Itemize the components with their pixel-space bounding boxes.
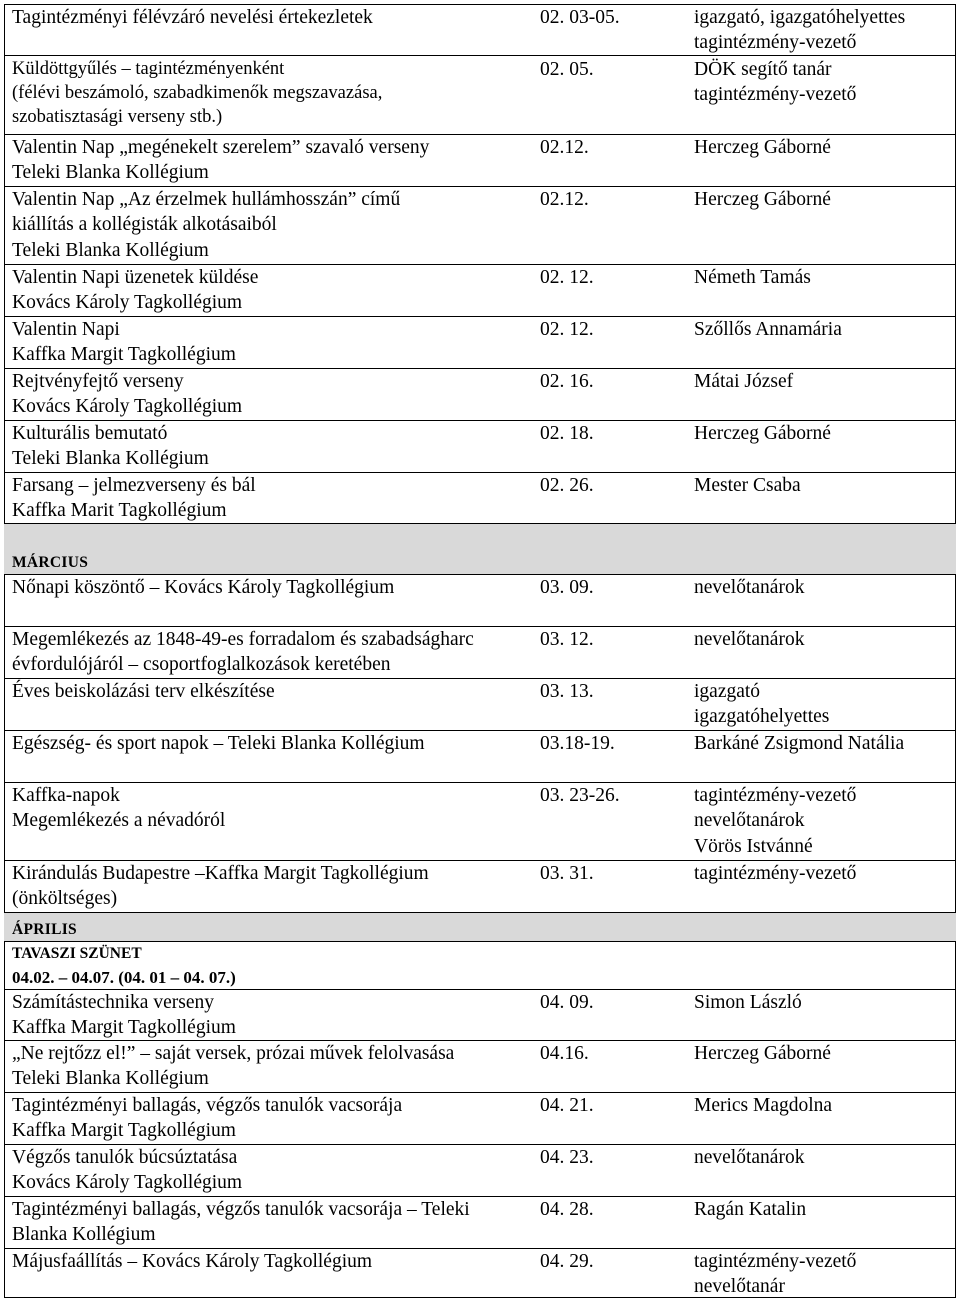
date-cell: 02. 05. bbox=[540, 59, 594, 80]
responsible-cell: Ragán Katalin bbox=[694, 1199, 807, 1220]
date-cell: 04. 28. bbox=[540, 1199, 594, 1220]
table-row bbox=[4, 575, 956, 627]
date-cell: 02.12. bbox=[540, 189, 589, 210]
event-cell: Nőnapi köszöntő – Kovács Károly Tagkollégium bbox=[12, 577, 395, 598]
responsible-cell: igazgató igazgatóhelyettes bbox=[694, 681, 830, 728]
responsible-cell: Herczeg Gáborné bbox=[694, 423, 831, 444]
event-cell: Tagintézményi ballagás, végzős tanulók vacsorája – Teleki Blanka Kollégium bbox=[12, 1199, 470, 1246]
event-cell: Májusfaállítás – Kovács Károly Tagkollégium bbox=[12, 1251, 373, 1272]
date-cell: 02. 26. bbox=[540, 475, 594, 496]
date-cell: 04.16. bbox=[540, 1043, 589, 1064]
table-row bbox=[4, 679, 956, 731]
responsible-cell: Merics Magdolna bbox=[694, 1095, 833, 1116]
event-cell: Végzős tanulók búcsúztatása Kovács Károly Tagkollégium bbox=[12, 1147, 243, 1194]
date-cell: 02. 03-05. bbox=[540, 7, 620, 28]
responsible-cell: Szőllős Annamária bbox=[694, 319, 842, 340]
event-cell: Egészség- és sport napok – Teleki Blanka Kollégium bbox=[12, 733, 425, 754]
event-cell: Kirándulás Budapestre –Kaffka Margit Tagkollégium (önköltséges) bbox=[12, 863, 429, 910]
responsible-cell: nevelőtanárok bbox=[694, 577, 805, 598]
section-title: MÁRCIUS bbox=[12, 554, 89, 571]
date-cell: 02. 12. bbox=[540, 267, 594, 288]
event-cell: Valentin Nap „megénekelt szerelem” szavaló verseny Teleki Blanka Kollégium bbox=[12, 137, 430, 184]
date-cell: 03. 23-26. bbox=[540, 785, 620, 806]
event-cell: Valentin Napi Kaffka Margit Tagkollégium bbox=[12, 319, 236, 366]
event-cell: Kulturális bemutató Teleki Blanka Kollégium bbox=[12, 423, 209, 470]
event-cell: Tagintézményi ballagás, végzős tanulók vacsorája Kaffka Margit Tagkollégium bbox=[12, 1095, 403, 1142]
table-row bbox=[4, 1093, 956, 1145]
date-cell: 03. 13. bbox=[540, 681, 594, 702]
responsible-cell: tagintézmény-vezető nevelőtanárok Vörös Istvánné bbox=[694, 785, 857, 857]
event-cell: Tagintézményi félévzáró nevelési értekezletek bbox=[12, 7, 373, 28]
event-cell: Rejtvényfejtő verseny Kovács Károly Tagkollégium bbox=[12, 371, 243, 418]
spring-break-dates: 04.02. – 04.07. (04. 01 – 04. 07.) bbox=[12, 968, 236, 987]
event-cell: Éves beiskolázási terv elkészítése bbox=[12, 681, 275, 702]
table-row bbox=[4, 627, 956, 679]
schedule-document bbox=[4, 4, 956, 1298]
event-cell: Farsang – jelmezverseny és bál Kaffka Marit Tagkollégium bbox=[12, 475, 256, 522]
responsible-cell: Mátai József bbox=[694, 371, 794, 392]
table-row bbox=[4, 265, 956, 317]
date-cell: 03.18-19. bbox=[540, 733, 615, 754]
date-cell: 04. 29. bbox=[540, 1251, 594, 1272]
responsible-cell: nevelőtanárok bbox=[694, 1147, 805, 1168]
responsible-cell: Simon László bbox=[694, 992, 802, 1013]
table-row bbox=[4, 731, 956, 783]
responsible-cell: Herczeg Gáborné bbox=[694, 189, 831, 210]
event-cell: Küldöttgyűlés – tagintézményenként (félévi beszámoló, szabadkimenők megszavazása, szobatisztasági verseny stb.) bbox=[12, 59, 383, 127]
table-row bbox=[4, 187, 956, 265]
date-cell: 02. 16. bbox=[540, 371, 594, 392]
date-cell: 02.12. bbox=[540, 137, 589, 158]
table-row bbox=[4, 989, 956, 1041]
responsible-cell: Barkáné Zsigmond Natália bbox=[694, 733, 905, 754]
table-row bbox=[4, 5, 956, 56]
event-cell: Számítástechnika verseny Kaffka Margit Tagkollégium bbox=[12, 992, 236, 1039]
table-row bbox=[4, 861, 956, 913]
date-cell: 04. 21. bbox=[540, 1095, 594, 1116]
event-cell: „Ne rejtőzz el!” – saját versek, prózai művek felolvasása Teleki Blanka Kollégium bbox=[12, 1043, 455, 1090]
table-row bbox=[4, 1145, 956, 1197]
responsible-cell: Németh Tamás bbox=[694, 267, 811, 288]
date-cell: 04. 09. bbox=[540, 992, 594, 1013]
date-cell: 03. 31. bbox=[540, 863, 594, 884]
section-title: ÁPRILIS bbox=[12, 921, 77, 938]
table-row bbox=[4, 421, 956, 473]
responsible-cell: DÖK segítő tanár tagintézmény-vezető bbox=[694, 59, 857, 106]
table-row bbox=[4, 317, 956, 369]
table-row bbox=[4, 783, 956, 861]
responsible-cell: Mester Csaba bbox=[694, 475, 801, 496]
responsible-cell: igazgató, igazgatóhelyettes tagintézmény-vezető bbox=[694, 7, 906, 54]
date-cell: 04. 23. bbox=[540, 1147, 594, 1168]
date-cell: 02. 12. bbox=[540, 319, 594, 340]
table-row bbox=[4, 369, 956, 421]
section-header-april bbox=[4, 912, 956, 942]
section-header-march bbox=[4, 523, 956, 575]
table-row bbox=[4, 1041, 956, 1093]
event-cell: Valentin Nap „Az érzelmek hullámhosszán” című kiállítás a kollégisták alkotásaiból Teleki Blanka Kollégium bbox=[12, 189, 401, 261]
table-row bbox=[4, 1249, 956, 1298]
date-cell: 03. 12. bbox=[540, 629, 594, 650]
date-cell: 02. 18. bbox=[540, 423, 594, 444]
table-row bbox=[4, 473, 956, 525]
responsible-cell: tagintézmény-vezető nevelőtanár bbox=[694, 1251, 857, 1298]
responsible-cell: Herczeg Gáborné bbox=[694, 1043, 831, 1064]
table-row bbox=[4, 57, 956, 135]
date-cell: 03. 09. bbox=[540, 577, 594, 598]
responsible-cell: tagintézmény-vezető bbox=[694, 863, 857, 884]
event-cell: Megemlékezés az 1848-49-es forradalom és szabadságharc évfordulójáról – csoportfoglalkozások keretében bbox=[12, 629, 474, 676]
event-cell: Valentin Napi üzenetek küldése Kovács Károly Tagkollégium bbox=[12, 267, 259, 314]
responsible-cell: Herczeg Gáborné bbox=[694, 137, 831, 158]
table-row bbox=[4, 1197, 956, 1249]
spring-break-title: TAVASZI SZÜNET bbox=[12, 945, 142, 962]
responsible-cell: nevelőtanárok bbox=[694, 629, 805, 650]
table-row bbox=[4, 135, 956, 187]
event-cell: Kaffka-napok Megemlékezés a névadóról bbox=[12, 785, 226, 832]
